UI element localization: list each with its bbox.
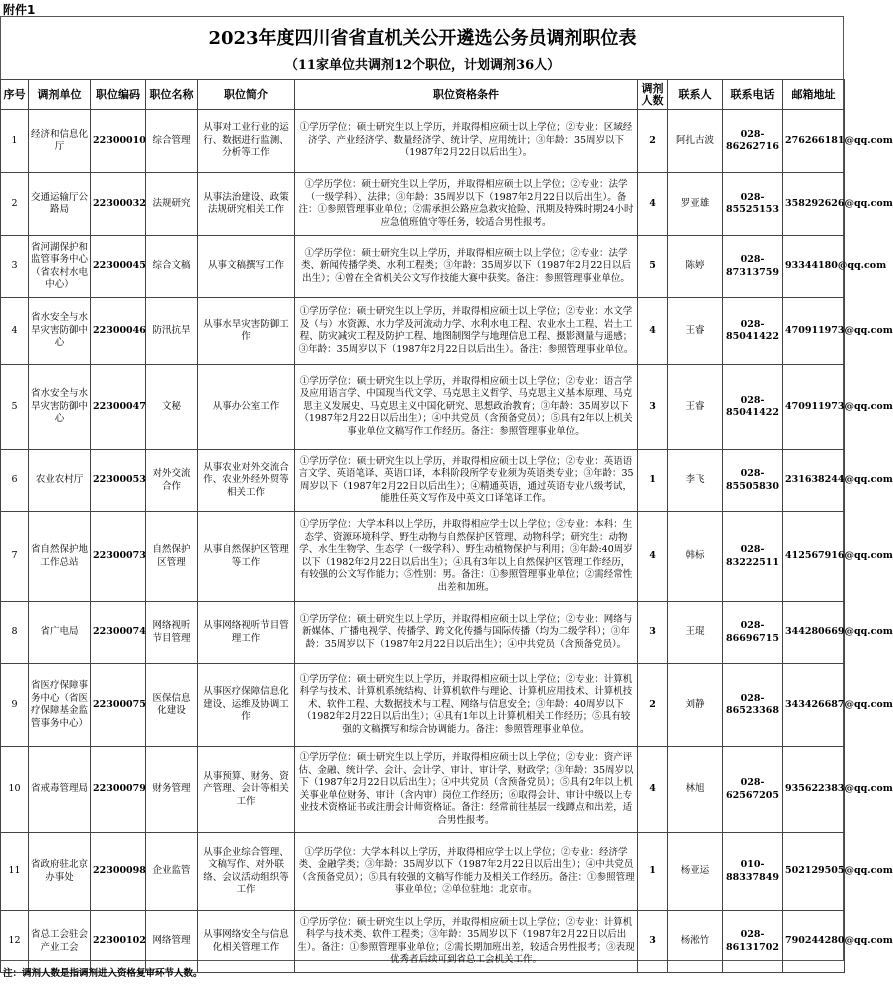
cell-count: 4	[638, 512, 668, 602]
cell-conditions: ①学历学位：硕士研究生以上学历，并取得相应硕士以上学位；②专业：计算机科学与技术、计算机系统结构、计算机软件与理论、计算机应用技术、计算机技术、软件工程、大数据技术与工程、网络与信息安全；③年龄：40周岁以下（1982年2月22日以后出生）；④具有1年以上计算机相关工作经历；⑤具有较强的文稿撰写和综合协调能力。备注：参照管理事业单位。	[295, 664, 638, 747]
cell-phone: 028-86262716	[723, 110, 783, 173]
cell-conditions: ①学历学位：硕士研究生以上学历，并取得相应硕士以上学位；②专业：水文学及（与）水资源、水力学及河流动力学、水利水电工程、农业水土工程、岩土工程、防灾减灾工程及防护工程、地图制图学与地理信息工程、摄影测量与遥感；③年龄：35周岁以下（1987年2月22日以后出生）。备注：参照管理事业单位。	[295, 298, 638, 365]
cell-count: 2	[638, 110, 668, 173]
cell-conditions: ①学历学位：大学本科以上学历，并取得相应学士以上学位；②专业：本科：生态学、资源环境科学、野生动物与自然保护区管理、动物科学；研究生：动物学、水生生物学、生态学（一级学科）、野生动植物保护与利用；③年龄:40周岁以下（1982年2月22日以后出生）；④具有3年以上自然保护区管理工作经历，有较强的公文写作能力；⑤性别：男。备注：①参照管理事业单位；②需经常性出差和加班。	[295, 512, 638, 602]
cell-seq: 3	[1, 236, 29, 298]
table-row	[1, 512, 845, 602]
cell-code: 22300053	[91, 450, 146, 512]
cell-code: 22300046	[91, 298, 146, 365]
cell-position: 财务管理	[146, 747, 198, 833]
cell-phone: 028-85041422	[723, 298, 783, 365]
cell-intro: 从事网络视听节目管理工作	[198, 602, 295, 664]
cell-count: 3	[638, 911, 668, 973]
cell-intro: 从事农业对外交流合作、农业外经外贸等相关工作	[198, 450, 295, 512]
cell-seq: 2	[1, 173, 29, 236]
cell-count: 1	[638, 450, 668, 512]
cell-intro: 从事企业综合管理、文稿写作、对外联络、会议活动组织等工作	[198, 833, 295, 911]
cell-intro: 从事办公室工作	[198, 365, 295, 450]
cell-seq: 5	[1, 365, 29, 450]
cell-email: 935622383@qq.com	[783, 747, 845, 833]
cell-email: 470911973@qq.com	[783, 298, 845, 365]
table-row	[1, 173, 845, 236]
cell-phone: 028-62567205	[723, 747, 783, 833]
page-subtitle: （11家单位共调剂12个职位，计划调剂36人）	[284, 58, 561, 73]
cell-unit: 交通运输厅公路局	[29, 173, 91, 236]
table-row	[1, 298, 845, 365]
cell-code: 22300074	[91, 602, 146, 664]
cell-position: 防汛抗旱	[146, 298, 198, 365]
table-row	[1, 911, 845, 973]
cell-intro: 从事医疗保障信息化建设、运维及协调工作	[198, 664, 295, 747]
table-row	[1, 110, 845, 173]
cell-unit: 省自然保护地工作总站	[29, 512, 91, 602]
cell-conditions: ①学历学位：硕士研究生以上学历，并取得相应硕士以上学位；②专业：语言学及应用语言学、中国现当代文学、马克思主义哲学、马克思主义基本原理、马克思主义发展史、马克思主义中国化研究、思想政治教育；③年龄：35周岁以下（1987年2月22日以后出生）；④中共党员（含预备党员）；⑤具有2年以上机关事业单位文稿写作工作经历。备注：参照管理事业单位。	[295, 365, 638, 450]
cell-phone: 028-85525153	[723, 173, 783, 236]
cell-unit: 农业农村厅	[29, 450, 91, 512]
table-row	[1, 236, 845, 298]
cell-conditions: ①学历学位：硕士研究生以上学历，并取得相应硕士以上学位；②专业：法学类、新闻传播学类、水利工程类；③年龄：35周岁以下（1987年2月22日以后出生）；④曾在全省机关公文写作技能大赛中获奖。备注：参照管理事业单位。	[295, 236, 638, 298]
cell-unit: 省戒毒管理局	[29, 747, 91, 833]
cell-count: 4	[638, 747, 668, 833]
header-position: 职位名称	[146, 80, 198, 110]
cell-count: 2	[638, 664, 668, 747]
cell-conditions: ①学历学位：硕士研究生以上学历，并取得相应硕士以上学位；②专业：区域经济学、产业经济学、数量经济学、统计学、应用统计；③年龄：35周岁以下（1987年2月22日以后出生）。	[295, 110, 638, 173]
cell-code: 22300098	[91, 833, 146, 911]
cell-phone: 028-86131702	[723, 911, 783, 973]
cell-intro: 从事预算、财务、资产管理、会计等相关工作	[198, 747, 295, 833]
cell-count: 3	[638, 365, 668, 450]
page-title: 2023年度四川省省直机关公开遴选公务员调剂职位表	[208, 28, 637, 49]
cell-position: 对外交流合作	[146, 450, 198, 512]
cell-position: 文秘	[146, 365, 198, 450]
cell-phone: 028-86523368	[723, 664, 783, 747]
footnote: 注：调剂人数是指调剂进入资格复审环节人数。	[3, 968, 203, 979]
table-row	[1, 365, 845, 450]
cell-intro: 从事文稿撰写工作	[198, 236, 295, 298]
cell-contact: 王睿	[668, 298, 723, 365]
cell-seq: 6	[1, 450, 29, 512]
cell-email: 93344180@qq.com	[783, 236, 845, 298]
cell-count: 4	[638, 173, 668, 236]
cell-contact: 杨淞竹	[668, 911, 723, 973]
cell-code: 22300102	[91, 911, 146, 973]
table-header-row	[1, 80, 845, 110]
header-phone: 联系电话	[723, 80, 783, 110]
cell-phone: 028-83222511	[723, 512, 783, 602]
cell-email: 231638244@qq.com	[783, 450, 845, 512]
cell-conditions: ①学历学位：硕士研究生以上学历，并取得相应硕士以上学位；②专业：网络与新媒体、广播电视学、传播学、跨文化传播与国际传播（均为二级学科）；③年龄：35周岁以下（1987年2月22日以后出生）；④中共党员（含预备党员）。	[295, 602, 638, 664]
cell-contact: 刘静	[668, 664, 723, 747]
cell-code: 22300045	[91, 236, 146, 298]
cell-intro: 从事法治建设、政策法规研究相关工作	[198, 173, 295, 236]
cell-email: 344280669@qq.com	[783, 602, 845, 664]
header-unit: 调剂单位	[29, 80, 91, 110]
cell-count: 5	[638, 236, 668, 298]
cell-position: 法规研究	[146, 173, 198, 236]
cell-unit: 省水安全与水旱灾害防御中心	[29, 298, 91, 365]
cell-phone: 028-87313759	[723, 236, 783, 298]
table-row	[1, 450, 845, 512]
cell-email: 343426687@qq.com	[783, 664, 845, 747]
table-row	[1, 664, 845, 747]
cell-contact: 韩标	[668, 512, 723, 602]
cell-count: 1	[638, 833, 668, 911]
cell-count: 4	[638, 298, 668, 365]
cell-position: 网络视听节目管理	[146, 602, 198, 664]
cell-email: 790244280@qq.com	[783, 911, 845, 973]
cell-email: 502129505@qq.com	[783, 833, 845, 911]
attachment-label: 附件1	[3, 3, 36, 17]
cell-phone: 010-88337849	[723, 833, 783, 911]
cell-email: 412567916@qq.com	[783, 512, 845, 602]
cell-seq: 10	[1, 747, 29, 833]
header-intro: 职位简介	[198, 80, 295, 110]
cell-conditions: ①学历学位：大学本科以上学历，并取得相应学士以上学位；②专业：经济学类、金融学类；③年龄：35周岁以下（1987年2月22日以后出生）；④中共党员（含预备党员）；⑤具有较强的文稿写作能力及相关工作经历。备注：①参照管理事业单位；②单位驻地：北京市。	[295, 833, 638, 911]
cell-unit: 省河湖保护和监管事务中心（省农村水电中心）	[29, 236, 91, 298]
table-row	[1, 833, 845, 911]
cell-code: 22300010	[91, 110, 146, 173]
cell-phone: 028-86696715	[723, 602, 783, 664]
cell-phone: 028-85505830	[723, 450, 783, 512]
cell-count: 3	[638, 602, 668, 664]
cell-intro: 从事自然保护区管理等工作	[198, 512, 295, 602]
cell-intro: 从事对工业行业的运行、数据进行监测、分析等工作	[198, 110, 295, 173]
cell-seq: 7	[1, 512, 29, 602]
cell-contact: 罗亚雄	[668, 173, 723, 236]
cell-code: 22300047	[91, 365, 146, 450]
table-row	[1, 747, 845, 833]
cell-unit: 省广电局	[29, 602, 91, 664]
cell-code: 22300073	[91, 512, 146, 602]
cell-conditions: ①学历学位：硕士研究生以上学历，并取得相应硕士以上学位；②专业：英语语言文学、英语笔译、英语口译，本科阶段所学专业须为英语类专业；③年龄：35周岁以下（1987年2月22日以后出生）；④精通英语，通过英语专业八级考试，能胜任英文写作及中英文口译笔译工作。	[295, 450, 638, 512]
cell-contact: 杨亚运	[668, 833, 723, 911]
cell-code: 22300079	[91, 747, 146, 833]
cell-seq: 1	[1, 110, 29, 173]
cell-intro: 从事水旱灾害防御工作	[198, 298, 295, 365]
cell-conditions: ①学历学位：硕士研究生以上学历，并取得相应硕士以上学位；②专业：计算机科学与技术类、软件工程类；③年龄：35周岁以下（1987年2月22日以后出生）。备注：①参照管理事业单位；②需长期加班出差，较适合男性报考；③表现优秀者后续可到省总工会机关工作。	[295, 911, 638, 973]
header-contact: 联系人	[668, 80, 723, 110]
cell-position: 自然保护区管理	[146, 512, 198, 602]
cell-email: 358292626@qq.com	[783, 173, 845, 236]
cell-contact: 李飞	[668, 450, 723, 512]
cell-email: 276266181@qq.com	[783, 110, 845, 173]
cell-conditions: ①学历学位：硕士研究生以上学历，并取得相应硕士以上学位；②专业：法学（一级学科）、法律；③年龄：35周岁以下（1987年2月22日以后出生）。备注：①参照管理事业单位；②需承担公路应急救灾抢险、汛期及特殊时期24小时应急值班值守等任务，较适合男性报考。	[295, 173, 638, 236]
cell-position: 医保信息化建设	[146, 664, 198, 747]
cell-contact: 阿扎古波	[668, 110, 723, 173]
cell-position: 综合管理	[146, 110, 198, 173]
cell-seq: 8	[1, 602, 29, 664]
header-count: 调剂人数	[638, 80, 668, 110]
cell-position: 综合文稿	[146, 236, 198, 298]
cell-unit: 省政府驻北京办事处	[29, 833, 91, 911]
cell-seq: 9	[1, 664, 29, 747]
cell-intro: 从事网络安全与信息化相关管理工作	[198, 911, 295, 973]
cell-contact: 王睿	[668, 365, 723, 450]
position-table	[0, 79, 893, 973]
cell-position: 企业监管	[146, 833, 198, 911]
cell-contact: 林旭	[668, 747, 723, 833]
cell-seq: 4	[1, 298, 29, 365]
cell-unit: 省总工会驻会产业工会	[29, 911, 91, 973]
cell-seq: 12	[1, 911, 29, 973]
header-seq: 序号	[1, 80, 29, 110]
cell-unit: 省医疗保障事务中心（省医疗保障基金监管事务中心）	[29, 664, 91, 747]
cell-email: 470911973@qq.com	[783, 365, 845, 450]
table-row	[1, 602, 845, 664]
header-conditions: 职位资格条件	[295, 80, 638, 110]
cell-unit: 省水安全与水旱灾害防御中心	[29, 365, 91, 450]
cell-conditions: ①学历学位：硕士研究生以上学历，并取得相应硕士以上学位；②专业：资产评估、金融、统计学、会计、会计学、审计、审计学、财政学；③年龄：35周岁以下（1987年2月22日以后出生）；④中共党员（含预备党员）；⑤具有2年以上机关事业单位财务、审计（含内审）岗位工作经历；⑥取得会计、审计中级以上专业技术资格证书或注册会计师资格证。备注：经常前往基层一线蹲点和出差，适合男性报考。	[295, 747, 638, 833]
cell-contact: 陈婷	[668, 236, 723, 298]
cell-unit: 经济和信息化厅	[29, 110, 91, 173]
cell-code: 22300075	[91, 664, 146, 747]
cell-code: 22300032	[91, 173, 146, 236]
cell-position: 网络管理	[146, 911, 198, 973]
cell-seq: 11	[1, 833, 29, 911]
header-email: 邮箱地址	[783, 80, 845, 110]
cell-phone: 028-85041422	[723, 365, 783, 450]
header-code: 职位编码	[91, 80, 146, 110]
cell-contact: 王琨	[668, 602, 723, 664]
